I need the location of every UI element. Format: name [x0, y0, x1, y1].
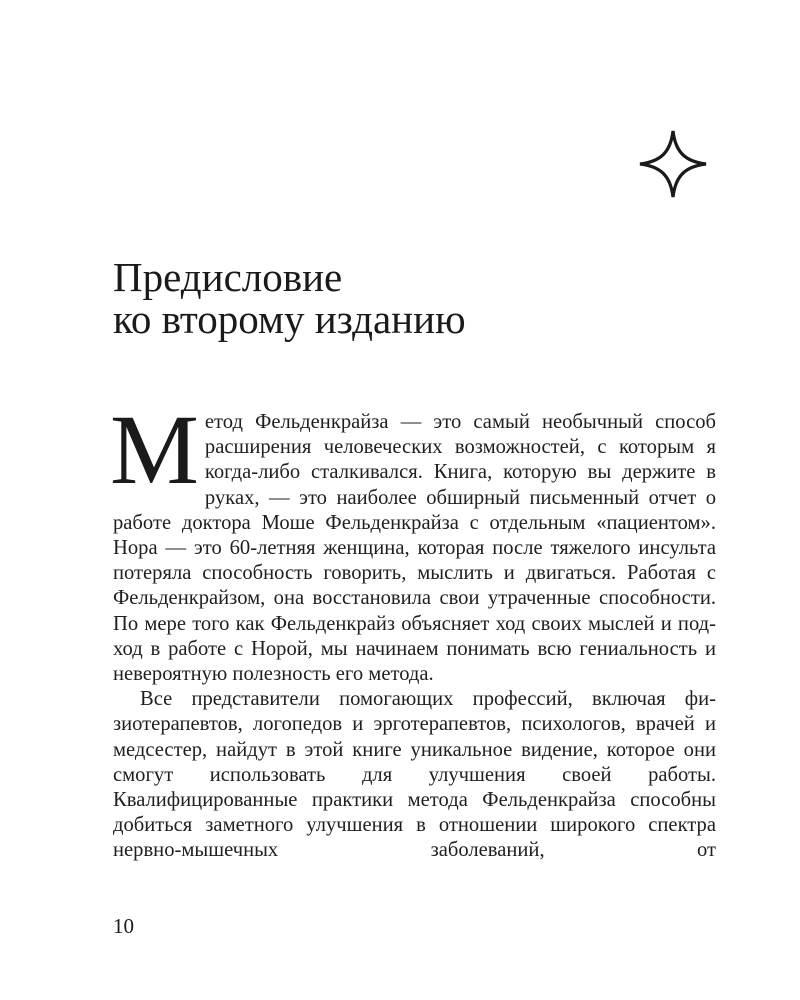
four-point-star-icon — [637, 128, 709, 200]
paragraph-2: Все представители помогающих профессий, включая физиотерапевтов, логопедов и эрготерапевтов, психологов, врачей и медсестер, найдут в этой книге уникальное видение, которое они смогут использовать для улучшения своей работы. Квалифицированные практики метода Фельденкрайза способны добиться заметного улучшения в отношении широкого спектра нервно-мышечных заболеваний, от — [113, 688, 716, 862]
ornament-star-icon — [637, 128, 709, 200]
paragraph-1 — [110, 394, 716, 687]
page-number: 10 — [113, 914, 134, 938]
chapter-title — [113, 256, 713, 340]
drop-cap: М — [110, 394, 199, 505]
chapter-title-line-2: ко второму изданию — [113, 296, 466, 342]
paragraph-1-text: етод Фельденкрайза — это самый необычный способ расширения человеческих возможностей, с которым я когда-либо сталкивался. Книга, которую вы держите в руках, — это наиболее обширный письменный отчет о работе доктора Моше Фельденкрайза с отдельным «пациентом». Нора — это 60-летняя женщина, которая после тяжелого инсульта потеряла способность говорить, мыслить и двигаться. Работая с Фельденкрайзом, она восстановила свои утраченные способности. По мере того как Фельденкрайз объясняет ход своих мыслей и подход в работе с Норой, мы начинаем понимать всю гениальность и невероятную полезность его метода. — [113, 411, 716, 686]
body-text — [110, 394, 716, 864]
chapter-title-line-1: Предисловие — [113, 254, 343, 300]
